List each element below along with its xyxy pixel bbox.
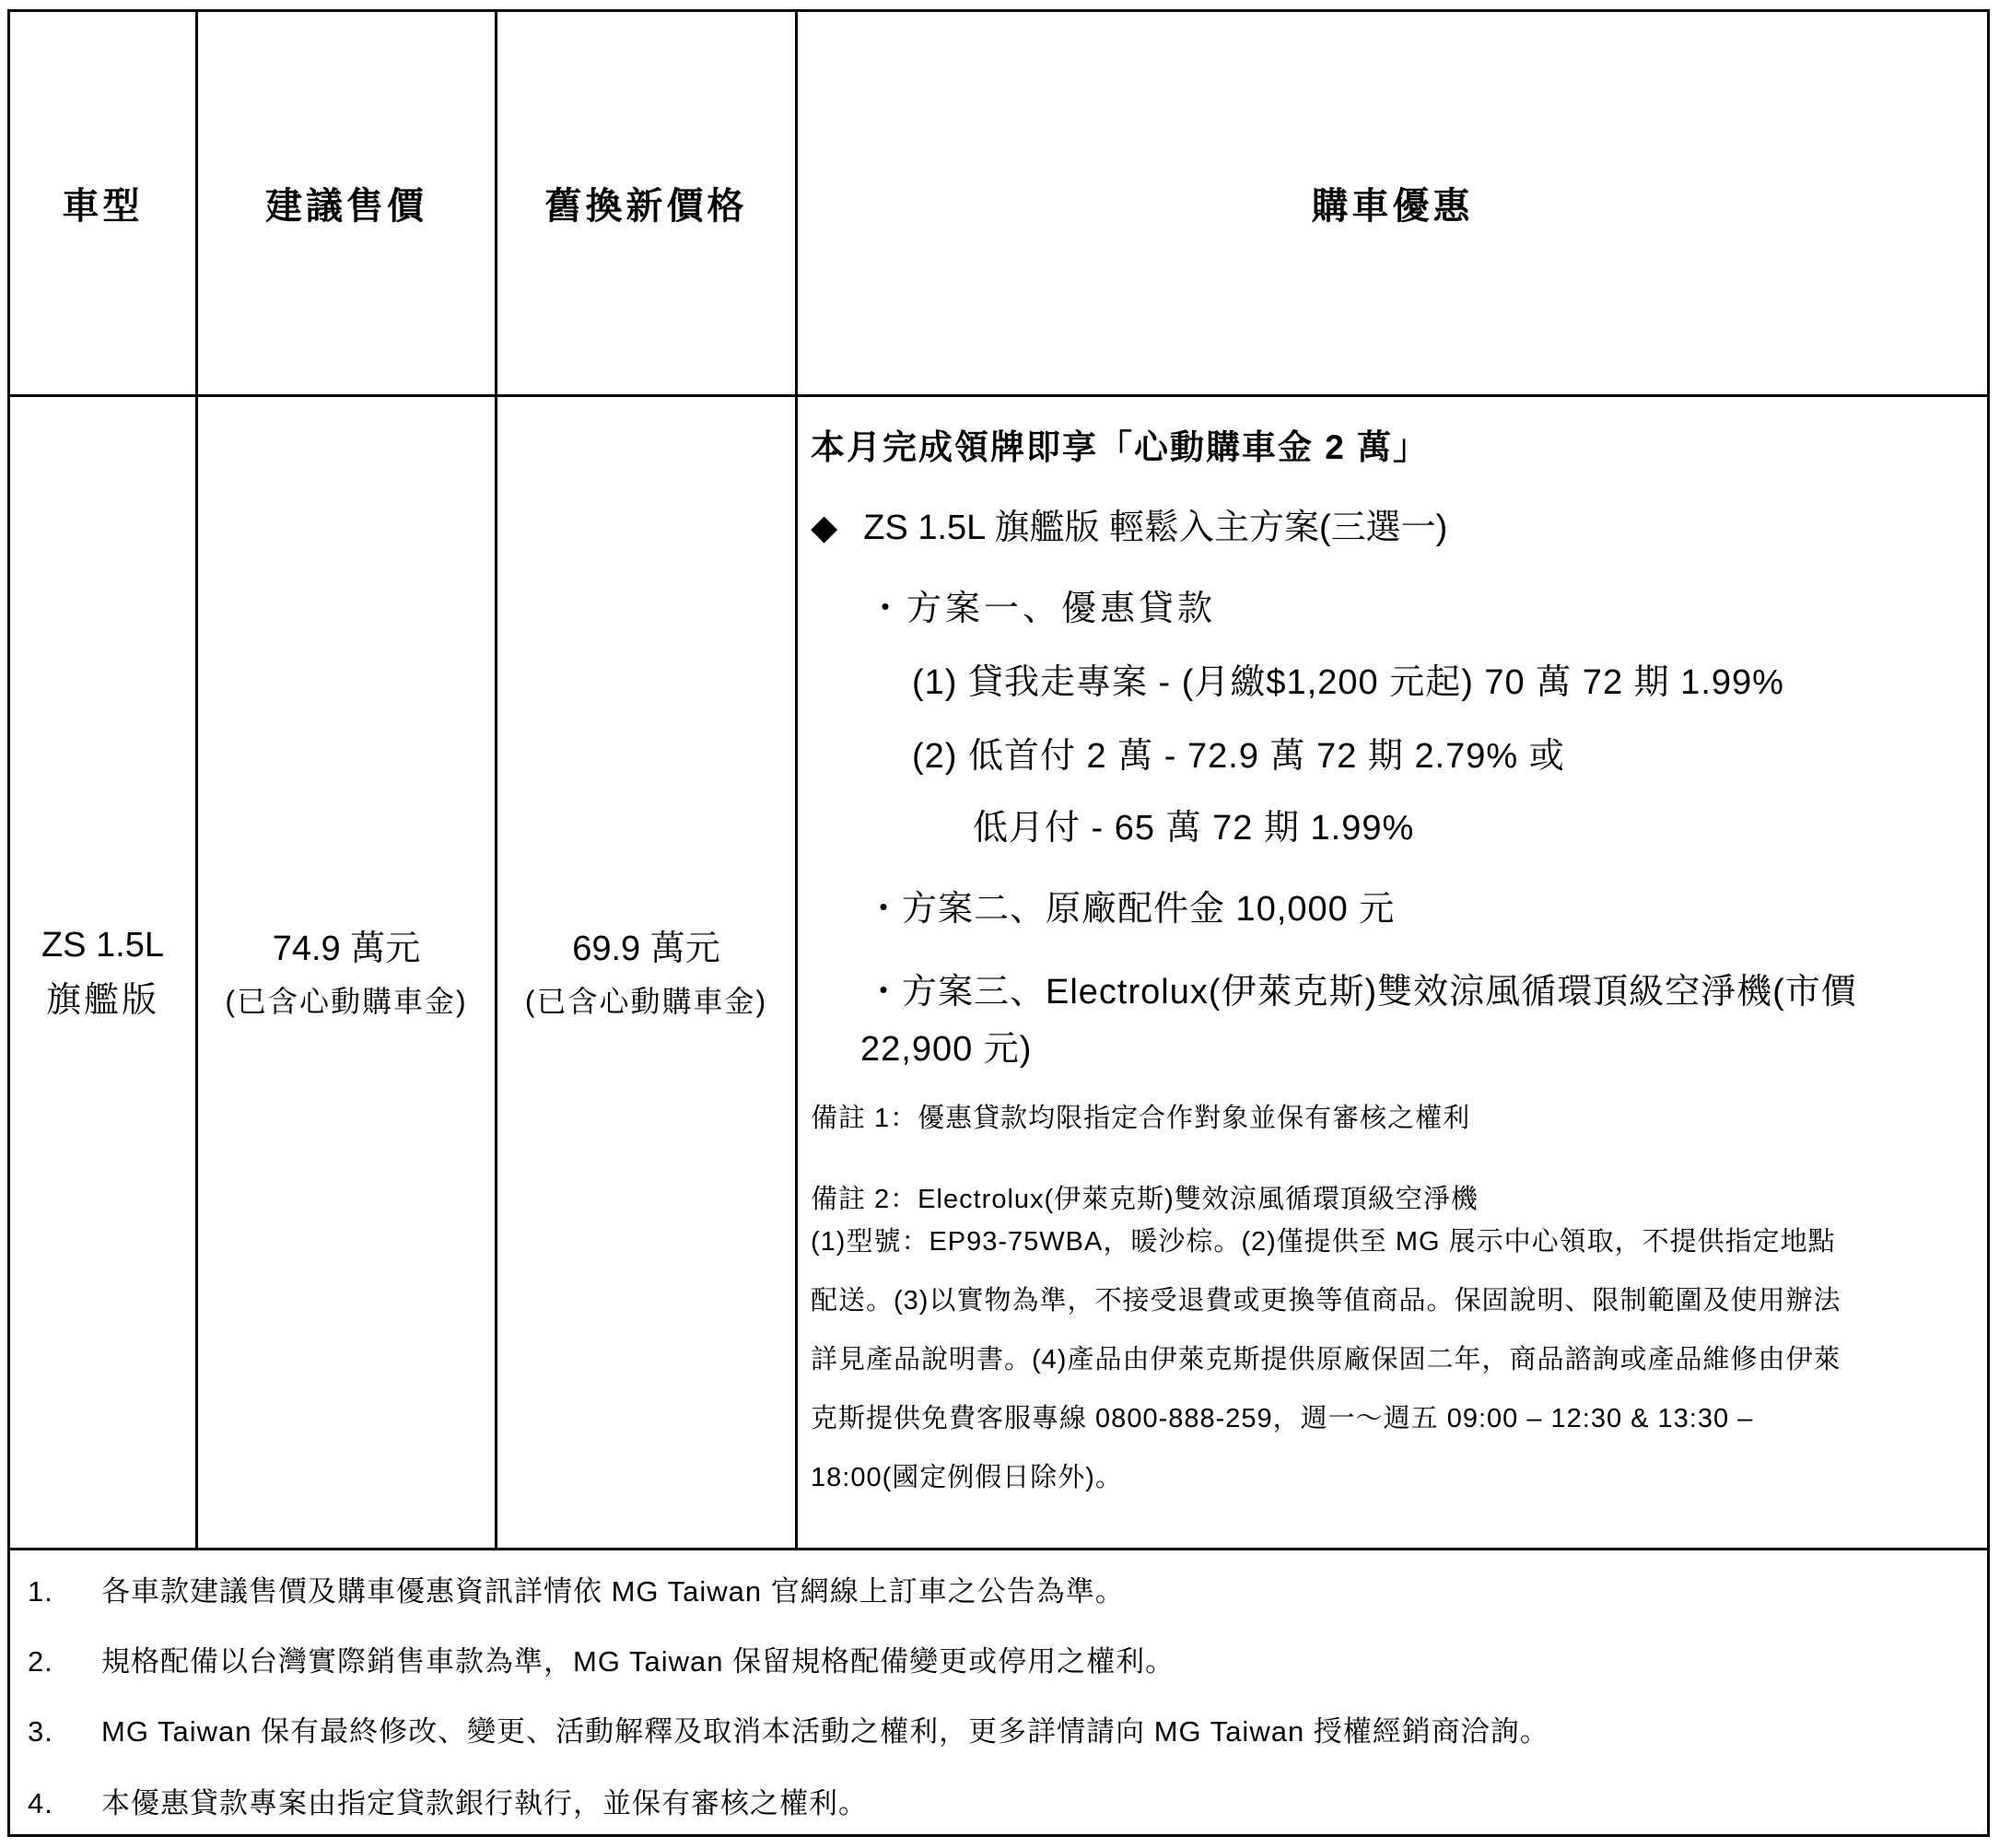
note2-line6: 18:00(國定例假日除外)。 [811, 1463, 1123, 1492]
cell-msrp [198, 397, 495, 1548]
offers-content [811, 419, 1971, 1503]
footer-item [28, 1568, 1125, 1609]
plan2: ・方案二、原廠配件金 10,000 元 [866, 890, 1396, 929]
header-tradein: 舊換新價格 [544, 186, 748, 227]
plan3-line2: 22,900 元) [860, 1030, 1033, 1069]
plan3-line1: ・方案三、Electrolux(伊萊克斯)雙效涼風循環頂級空淨機(市價 [866, 973, 1857, 1012]
footer-item-text: MG Taiwan 保有最終修改、變更、活動解釋及取消本活動之權利，更多詳情請向 MG Taiwan 授權經銷商洽詢。 [101, 1715, 1549, 1748]
plan-heading-row [811, 498, 1971, 579]
plan-heading: ZS 1.5L 旗艦版 輕鬆入主方案(三選一) [863, 509, 1448, 547]
plan1-option2: (2) 低首付 2 萬 - 72.9 萬 72 期 2.79% 或 [912, 737, 1565, 776]
header-model: 車型 [62, 186, 144, 227]
diamond-bullet-icon: ◆ [811, 509, 838, 547]
footer-item-text: 各車款建議售價及購車優惠資訊詳情依 MG Taiwan 官網線上訂車之公告為準。 [101, 1575, 1125, 1608]
plan1-heading: ・方案一、優惠貸款 [868, 590, 1217, 628]
cell-model [10, 397, 195, 1548]
plan1-option1: (1) 貸我走專案 - (月繳$1,200 元起) 70 萬 72 期 1.99% [912, 663, 1784, 702]
footer-item [28, 1780, 868, 1821]
msrp-value: 74.9 萬元 [272, 929, 421, 968]
footer-item-number: 3. [28, 1715, 53, 1748]
note2-line3: 配送。(3)以實物為準，不接受退費或更換等值商品。保固說明、限制範圍及使用辦法 [811, 1286, 1841, 1316]
offer-title: 本月完成領牌即享「心動購車金 2 萬」 [811, 428, 1430, 466]
note2-line5: 克斯提供免費客服專線 0800-888-259，週一～週五 09:00 – 12:30 & 13:30 – [811, 1404, 1754, 1433]
footer-item-number: 2. [28, 1645, 53, 1678]
footer-item-number: 4. [28, 1787, 53, 1819]
tradein-value: 69.9 萬元 [572, 929, 720, 968]
footer-item-number: 1. [28, 1575, 53, 1608]
footer-item-text: 規格配備以台灣實際銷售車款為準，MG Taiwan 保留規格配備變更或停用之權利。 [101, 1645, 1175, 1678]
cell-tradein [497, 397, 795, 1548]
header-offers: 購車優惠 [1311, 186, 1474, 227]
footer-item-text: 本優惠貸款專案由指定貸款銀行執行，並保有審核之權利。 [101, 1787, 868, 1819]
msrp-note: (已含心動購車金) [225, 984, 468, 1018]
note2-line2: (1)型號：EP93-75WBA，暖沙棕。(2)僅提供至 MG 展示中心領取，不提供指定地點 [811, 1227, 1836, 1257]
footer-item [28, 1638, 1175, 1679]
header-msrp: 建議售價 [265, 186, 427, 227]
note2-line4: 詳見產品說明書。(4)產品由伊萊克斯提供原廠保固二年，商品諮詢或產品維修由伊萊 [811, 1345, 1841, 1374]
footer-item [28, 1708, 1549, 1749]
note1: 備註 1：優惠貸款均限指定合作對象並保有審核之權利 [811, 1104, 1471, 1133]
footer-divider [7, 1548, 1990, 1550]
tradein-note: (已含心動購車金) [524, 984, 768, 1018]
plan1-option2b: 低月付 - 65 萬 72 期 1.99% [973, 809, 1415, 848]
model-trim: 旗艦版 [45, 980, 159, 1020]
note2-line1: 備註 2：Electrolux(伊萊克斯)雙效涼風循環頂級空淨機 [811, 1185, 1479, 1214]
model-name: ZS 1.5L [41, 925, 165, 965]
